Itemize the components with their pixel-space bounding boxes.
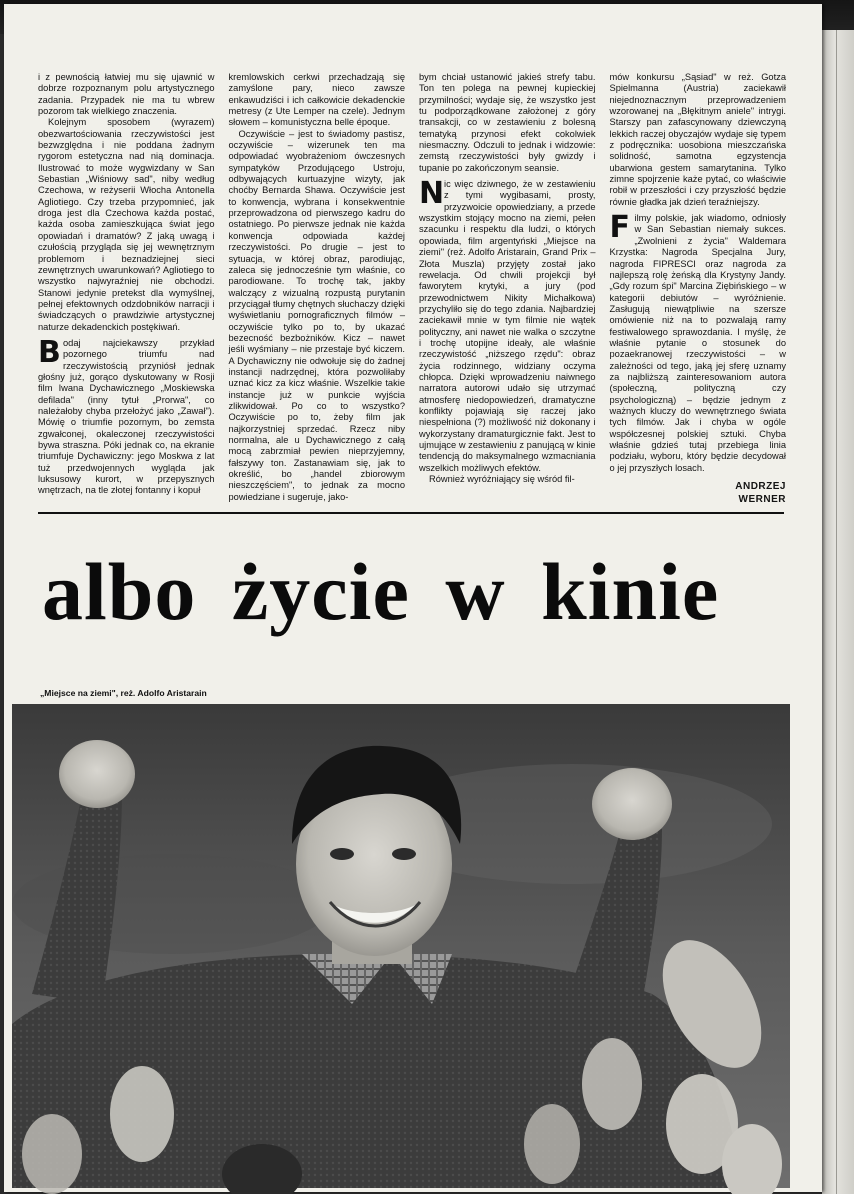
article-paragraph [38,334,215,497]
author-first-name: ANDRZEJ [735,481,786,493]
article-paragraph [38,72,215,117]
crowd-hand-left [110,1066,174,1162]
article-column-2 [228,72,406,502]
article-paragraph [229,129,406,503]
article-column-4 [609,72,787,506]
paragraph-text: ilmy polskie, jak wiadomo, odniosły w San Sebastian niemały sukces. „Zwolnieni z życia" Waldemara Krzystka: Nagroda Specjalna Jury, nagroda FIPRESCI oraz nagroda za najlepszą rolę żeńską dla Krystyny Jandy. „Gdy rozum śpi" Marcina Ziębińskiego – w kategorii debiutów – wyróżnienie. Zasługują niewątpliwie na szersze omówienie niż na to pozwalają ramy festiwalowego sprawozdania. I myślę, że właśnie pytanie o stosunek do pozaekranowej rzeczywistości – w zależności od tego, jaką jej sferę uznamy za najbliższą zainteresowaniom autora (społeczną, polityczną czy psychologiczną) – będzie jednym z ważnych kluczy do wewnętrznego świata tych filmów. Jak i chyba w ogóle współczesnej polskiej sztuki. Chyba właśnie gdzieś tutaj przebiega linia podziału, wyboru, który będzie decydował o jej przyszłych losach. [609,213,786,473]
paragraph-text: ic więc dziwnego, że w zestawieniu z tymi wygibasami, prosty, przyzwoicie opowiedziany, a przede wszystkim stojący mocno na ziemi, pełen szacunku i respektu dla ludzi, o których opowiada, film argentyński „Miejsce na ziemi" (reż. Adolfo Aristarain, Grand Prix – Złota Muszla) przyjęty został jako rewelacja. Od chwili projekcji był faworytem krytyki, a jury (pod przewodnictwem Nikity Michałkowa) przychyliło się do tego zdania. Najbardziej zaciekawił mnie w tym filmie nie wątek polityczny, ani nawet nie walka o szczytne i trochę utopijne ideały, ale właśnie rzeczywistość „niższego rzędu": obraz życia rodzinnego, widziany oczyma chłopca. Dzięki wprowadzeniu naiwnego narratora autorowi udało się utrzymać atmosferę niedopowiedzeń, dramatyczne konflikty pojawiają się raczej jako niespełniona (?) możliwość niż dokonany i wykorzystany dramaturgicznie fakt. Jest to ujmujące w zestawieniu z panującą w kinie tendencją do maksymalnego wzmacniania wszelkich możliwych efektów. [419,179,596,473]
article-column-1 [38,72,215,496]
article-paragraph [229,72,406,129]
drop-cap: B [38,334,61,370]
drop-cap: N [419,176,445,212]
paragraph-text: Oczywiście – jest to świadomy pastisz, oczywiście – wizerunek ten ma odpowiadać wyobrażeniom ówczesnych sympatyków Przodującego Ustroju, odbywających kurtuazyjne wizyty, jak choćby Bernarda Shawa. Oczywiście jest to konwencja, wybrana i konsekwentnie przeprowadzona od pierwszego kadru do ostatniego. Po pierwsze jednak nie każda konwencja odpowiada każdej rzeczywistości. Po drugie – jest to sytuacja, w której obraz, parodiując, zaleca się jednocześnie tym właśnie, co parodiowane. To trochę tak, jakby walczący z wizualną rozpustą purytanin przyciągał tłumy chętnych słuchaczy dzięki wyświetlaniu pornograficznych filmów – oczywiście tylko po to, by ukazać bezecność bezbożników. Kicz – nawet jeśli wyśmiany – nie przestaje być kiczem. A Dychawiczny nie odwołuje się do żadnej instancji nadrzędnej, która pozwoliłaby uznać kicz za kicz właśnie. Wszelkie takie instancje już w punkcie wyjścia zlikwidował. Po co to wszystko? Oczywiście po to, żeby film jak najkorzystniej sprzedać. Rzecz niby normalna, ale u Dychawicznego z całą mocą zabrzmiał pewien nieprzyjemny, fałszywy ton. Zastanawiam się, jak to określić, bo „handel zbiorowym nieszczęściem", to jednak za mocno powiedziane i sugeruje, jako- [228,128,405,502]
left-fist [59,740,135,808]
article-paragraph [38,117,215,333]
paragraph-text: odaj najciekawszy przykład pozornego triumfu nad rzeczywistością przyniósł jednak głośny już, gorąco dyskutowany w Rosji film Iwana Dychawicznego „Moskiewska defilada" (inny tytuł „Prorwa", co należałoby chyba przełożyć jako „Zawał"). Mówię o triumfie pozornym, bo zemsta zgwałconej, okaleczonej rzeczywistości bywa straszna. Póki jednak co, na ekranie triumfuje Dychawiczny: jego Moskwa z lat tuż przedwojennych wygląda jak luksusowy kurort, w przepysznych wnętrzach, na tle złotej fontanny i kopuł [38,337,215,496]
article-paragraph [419,72,596,174]
paragraph-text: kremlowskich cerkwi przechadzają się zamyślone pary, nieco zawsze enkawudziści i ich całkowicie dekadenckie metresy (z Ute Lemper na czele). Jednym słowem – komunistyczna belle époque. [228,72,405,128]
page-edge [822,30,854,1194]
page-edge-line [836,30,837,1194]
article-column-3 [419,72,596,485]
headline: albo życie w kinie [42,546,720,637]
film-still-photo [12,704,790,1188]
paragraph-text: bym chciał ustanowić jakieś strefy tabu. Ton ten polega na pewnej kupieckiej przymilności; wydaje się, że wszystko jest tu podporządkowane założonej z góry transakcji, co w zestawieniu z bolesną tematyką przynosi efekt cokolwiek niesmaczny. Odczuli to jednak i widzowie: zemstą rzeczywistości były gwizdy i tupanie po zakończonym seansie. [419,72,596,173]
photo-caption: „Miejsce na ziemi", reż. Adolfo Aristarain [40,688,207,698]
author-last-name: WERNER [738,494,786,506]
article-body [38,72,786,506]
article-paragraph [419,474,596,485]
author-name [610,480,787,506]
article-paragraph [419,176,596,474]
right-fist [592,768,672,840]
article-paragraph [610,72,787,208]
drop-cap: F [609,210,630,246]
paragraph-text: Również wyróżniający się wśród fil- [429,474,575,485]
paragraph-text: Kolejnym sposobem (wyrazem) obezwartościowania rzeczywistości jest bezwzględna i nie poddana żadnym rygorom estetyczna nad nią dominacja. Ilustrować to może wygwizdany w San Sebastian „Wiśniowy sad", niby według Czechowa, w reżyserii Włocha Antonella Agliotiego. Czy trzeba przypomnieć, jak droga jest dla Czechowa każda postać, każda osoba zamieszkująca świat jego opowiadań i dramatów? Z jaką uwagą i czułością przygląda się jej wewnętrznym problemom i beznadziejnej sieci zewnętrznych uwarunkowań? Agliotiego to wszystko najwyraźniej nie obchodzi. Stanowi jedynie pretekst dla wymyślnej, pełnej efektownych odzdobników narracji i świadczących o prawdziwie artystycznej naturze dekadenckich postękiwań. [38,117,215,332]
article-paragraph [609,210,787,474]
paragraph-text: mów konkursu „Sąsiad" w reż. Gotza Spielmanna (Austria) zaciekawił niejednoznacznym przeprowadzeniem wzorowanej na „Błękitnym aniele" intrygi. Starszy pan zafascynowany dziewczyną lekkich raczej obyczajów wydaje się typem z podręcznika: uosobiona mieszczańska solidność, samotna egzystencja ubarwiona gestem samarytanina. Tylko zimne spojrzenie każe pytać, co właściwie robił w przeszłości i czy przyszłość będzie równie gładka jak dzień teraźniejszy. [609,72,786,207]
paragraph-text: i z pewnością łatwiej mu się ujawnić w dobrze rozpoznanym polu artystycznego zadania. Przypadek nie ma tu wbrew pozorom tak wielkiego znaczenia. [38,72,215,117]
section-divider [38,512,784,514]
